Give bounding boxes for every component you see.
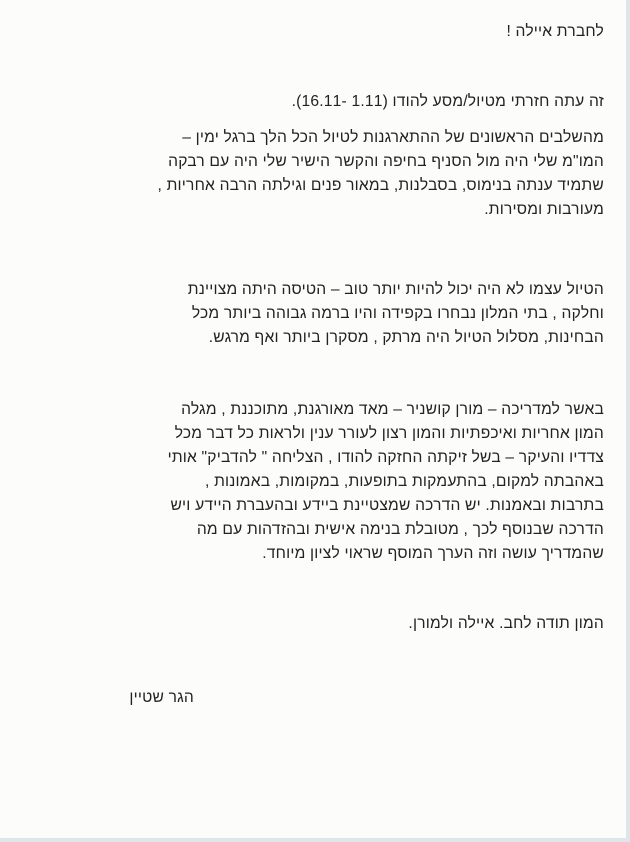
- paragraph-line: באהבתה למקום, בהתעמקות בתופעות, במקומות, באמונות ,: [205, 473, 604, 490]
- paragraph-line: צדדיו והעיקר – בשל זיקתה החזקה להודו , הצליחה " להדביק" אותי: [167, 449, 604, 466]
- paragraph-line: מעורבות ומסירות.: [484, 201, 604, 218]
- paragraph-line: וחלקה , בתי המלון נבחרו בקפידה והיו ברמה גבוהה ביותר מכל: [191, 305, 604, 322]
- paragraph-line: הטיול עצמו לא היה יכול להיות יותר טוב – הטיסה היתה מצויינת: [187, 281, 604, 298]
- thank-you-letter: [22, 20, 604, 710]
- paragraph-line: בתרבות ובאמנות. יש הדרכה שמצטיינת ביידע ובהעברת היידע ויש: [170, 497, 604, 514]
- paragraph-line: המו"מ שלי היה מול הסניף בחיפה והקשר הישיר שלי היה עם רבקה: [168, 153, 604, 170]
- paragraph-guide: [22, 398, 604, 566]
- paragraph-trip: [22, 278, 604, 350]
- paragraph-line: הבחינות, מסלול הטיול היה מרתק , מסקרן ביותר ואף מרגש.: [208, 329, 604, 346]
- paragraph-line: הדרכה שבנוסף לכך , מטובלת בנימה אישית ובהזדהות עם מה: [196, 521, 604, 538]
- letter-greeting: לחברת איילה !: [506, 23, 604, 40]
- paragraph-line: שתמיד ענתה בנימוס, בסבלנות, במאור פנים וגילתה הרבה אחריות ,: [157, 177, 604, 194]
- paragraph-line: מהשלבים הראשונים של ההתארגנות לטיול הכל הלך ברגל ימין –: [182, 129, 604, 146]
- letter-thanks: המון תודה לחב. איילה ולמורן.: [408, 615, 604, 632]
- paragraph-line: באשר למדריכה – מורן קושניר – מאד מאורגנת, מתוכננת , מגלה: [181, 401, 604, 418]
- paragraph-line: המון אחריות ואיכפתיות והמון רצון לעורר ענין ולראות כל דבר מכל: [174, 425, 604, 442]
- letter-intro: זה עתה חזרתי מטיול/מסע להודו (1.11 -16.11).: [291, 93, 604, 110]
- letter-signature: הגר שטיין: [129, 689, 194, 706]
- paragraph-registration: [22, 126, 604, 222]
- paragraph-line: שהמדריך עושה וזה הערך המוסף שראוי לציון מיוחד.: [262, 545, 604, 562]
